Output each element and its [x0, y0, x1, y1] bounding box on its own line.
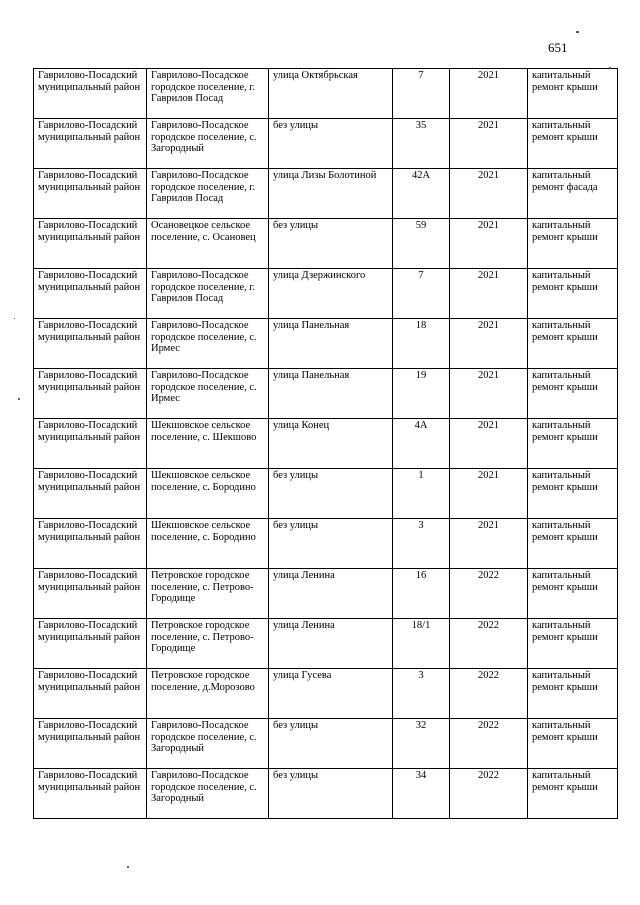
work-type-cell: капитальный ремонт крыши: [528, 119, 618, 169]
street-cell: улица Конец: [269, 419, 393, 469]
table-row: [34, 269, 618, 319]
street-cell: без улицы: [269, 719, 393, 769]
table-row: [34, 319, 618, 369]
year-cell: 2021: [450, 369, 528, 419]
scan-speck: [576, 31, 579, 33]
table-row: [34, 669, 618, 719]
house-number-cell: 32: [393, 719, 450, 769]
table-row: [34, 369, 618, 419]
district-cell: Гаврилово-Посадский муниципальный район: [34, 569, 147, 619]
street-cell: улица Ленина: [269, 619, 393, 669]
street-cell: улица Лизы Болотиной: [269, 169, 393, 219]
house-number-cell: 4А: [393, 419, 450, 469]
table-row: [34, 119, 618, 169]
settlement-cell: Шекшовское сельское поселение, с. Бородино: [147, 519, 269, 569]
year-cell: 2021: [450, 69, 528, 119]
settlement-cell: Гаврилово-Посадское городское поселение, с. Загородный: [147, 119, 269, 169]
work-type-cell: капитальный ремонт фасада: [528, 169, 618, 219]
settlement-cell: Гаврилово-Посадское городское поселение, г. Гаврилов Посад: [147, 269, 269, 319]
year-cell: 2021: [450, 419, 528, 469]
settlement-cell: Гаврилово-Посадское городское поселение, г. Гаврилов Посад: [147, 69, 269, 119]
street-cell: без улицы: [269, 119, 393, 169]
year-cell: 2021: [450, 169, 528, 219]
scan-speck: [14, 318, 15, 319]
work-type-cell: капитальный ремонт крыши: [528, 719, 618, 769]
year-cell: 2021: [450, 119, 528, 169]
year-cell: 2021: [450, 269, 528, 319]
settlement-cell: Петровское городское поселение, д.Морозово: [147, 669, 269, 719]
district-cell: Гаврилово-Посадский муниципальный район: [34, 119, 147, 169]
district-cell: Гаврилово-Посадский муниципальный район: [34, 69, 147, 119]
street-cell: без улицы: [269, 469, 393, 519]
settlement-cell: Гаврилово-Посадское городское поселение, с. Загородный: [147, 769, 269, 819]
page-number: 651: [548, 40, 568, 55]
street-cell: без улицы: [269, 769, 393, 819]
street-cell: улица Гусева: [269, 669, 393, 719]
district-cell: Гаврилово-Посадский муниципальный район: [34, 319, 147, 369]
district-cell: Гаврилово-Посадский муниципальный район: [34, 469, 147, 519]
work-type-cell: капитальный ремонт крыши: [528, 319, 618, 369]
house-number-cell: 42А: [393, 169, 450, 219]
district-cell: Гаврилово-Посадский муниципальный район: [34, 619, 147, 669]
year-cell: 2021: [450, 469, 528, 519]
table-row: [34, 169, 618, 219]
year-cell: 2021: [450, 319, 528, 369]
house-number-cell: 7: [393, 269, 450, 319]
table-body: [34, 69, 618, 819]
table-row: [34, 619, 618, 669]
house-number-cell: 7: [393, 69, 450, 119]
table-row: [34, 519, 618, 569]
house-number-cell: 59: [393, 219, 450, 269]
scan-speck: [609, 67, 611, 69]
settlement-cell: Петровское городское поселение, с. Петрово-Городище: [147, 569, 269, 619]
work-type-cell: капитальный ремонт крыши: [528, 769, 618, 819]
district-cell: Гаврилово-Посадский муниципальный район: [34, 169, 147, 219]
district-cell: Гаврилово-Посадский муниципальный район: [34, 769, 147, 819]
house-number-cell: 19: [393, 369, 450, 419]
house-number-cell: 18: [393, 319, 450, 369]
scan-speck: [127, 866, 129, 868]
housing-repair-table: [33, 68, 618, 819]
street-cell: улица Панельная: [269, 369, 393, 419]
street-cell: улица Октябрьская: [269, 69, 393, 119]
year-cell: 2022: [450, 769, 528, 819]
table-row: [34, 469, 618, 519]
house-number-cell: 16: [393, 569, 450, 619]
year-cell: 2022: [450, 569, 528, 619]
district-cell: Гаврилово-Посадский муниципальный район: [34, 719, 147, 769]
year-cell: 2021: [450, 219, 528, 269]
street-cell: без улицы: [269, 219, 393, 269]
work-type-cell: капитальный ремонт крыши: [528, 269, 618, 319]
house-number-cell: 35: [393, 119, 450, 169]
work-type-cell: капитальный ремонт крыши: [528, 669, 618, 719]
work-type-cell: капитальный ремонт крыши: [528, 619, 618, 669]
settlement-cell: Петровское городское поселение, с. Петрово-Городище: [147, 619, 269, 669]
house-number-cell: 18/1: [393, 619, 450, 669]
work-type-cell: капитальный ремонт крыши: [528, 419, 618, 469]
year-cell: 2022: [450, 669, 528, 719]
district-cell: Гаврилово-Посадский муниципальный район: [34, 219, 147, 269]
work-type-cell: капитальный ремонт крыши: [528, 519, 618, 569]
street-cell: улица Ленина: [269, 569, 393, 619]
year-cell: 2021: [450, 519, 528, 569]
street-cell: улица Панельная: [269, 319, 393, 369]
settlement-cell: Шекшовское сельское поселение, с. Шекшово: [147, 419, 269, 469]
district-cell: Гаврилово-Посадский муниципальный район: [34, 369, 147, 419]
work-type-cell: капитальный ремонт крыши: [528, 69, 618, 119]
settlement-cell: Гаврилово-Посадское городское поселение, г. Гаврилов Посад: [147, 169, 269, 219]
settlement-cell: Осановецкое сельское поселение, с. Осановец: [147, 219, 269, 269]
district-cell: Гаврилово-Посадский муниципальный район: [34, 419, 147, 469]
table-row: [34, 569, 618, 619]
work-type-cell: капитальный ремонт крыши: [528, 219, 618, 269]
table-row: [34, 719, 618, 769]
house-number-cell: 1: [393, 469, 450, 519]
district-cell: Гаврилово-Посадский муниципальный район: [34, 669, 147, 719]
table-row: [34, 69, 618, 119]
scan-speck: [18, 398, 20, 400]
year-cell: 2022: [450, 619, 528, 669]
house-number-cell: 3: [393, 669, 450, 719]
table-row: [34, 419, 618, 469]
street-cell: улица Дзержинского: [269, 269, 393, 319]
work-type-cell: капитальный ремонт крыши: [528, 469, 618, 519]
house-number-cell: 3: [393, 519, 450, 569]
table-row: [34, 219, 618, 269]
table-row: [34, 769, 618, 819]
district-cell: Гаврилово-Посадский муниципальный район: [34, 269, 147, 319]
settlement-cell: Гаврилово-Посадское городское поселение, с. Ирмес: [147, 319, 269, 369]
year-cell: 2022: [450, 719, 528, 769]
work-type-cell: капитальный ремонт крыши: [528, 569, 618, 619]
street-cell: без улицы: [269, 519, 393, 569]
work-type-cell: капитальный ремонт крыши: [528, 369, 618, 419]
district-cell: Гаврилово-Посадский муниципальный район: [34, 519, 147, 569]
house-number-cell: 34: [393, 769, 450, 819]
settlement-cell: Гаврилово-Посадское городское поселение, с. Ирмес: [147, 369, 269, 419]
settlement-cell: Шекшовское сельское поселение, с. Бородино: [147, 469, 269, 519]
settlement-cell: Гаврилово-Посадское городское поселение, с. Загородный: [147, 719, 269, 769]
